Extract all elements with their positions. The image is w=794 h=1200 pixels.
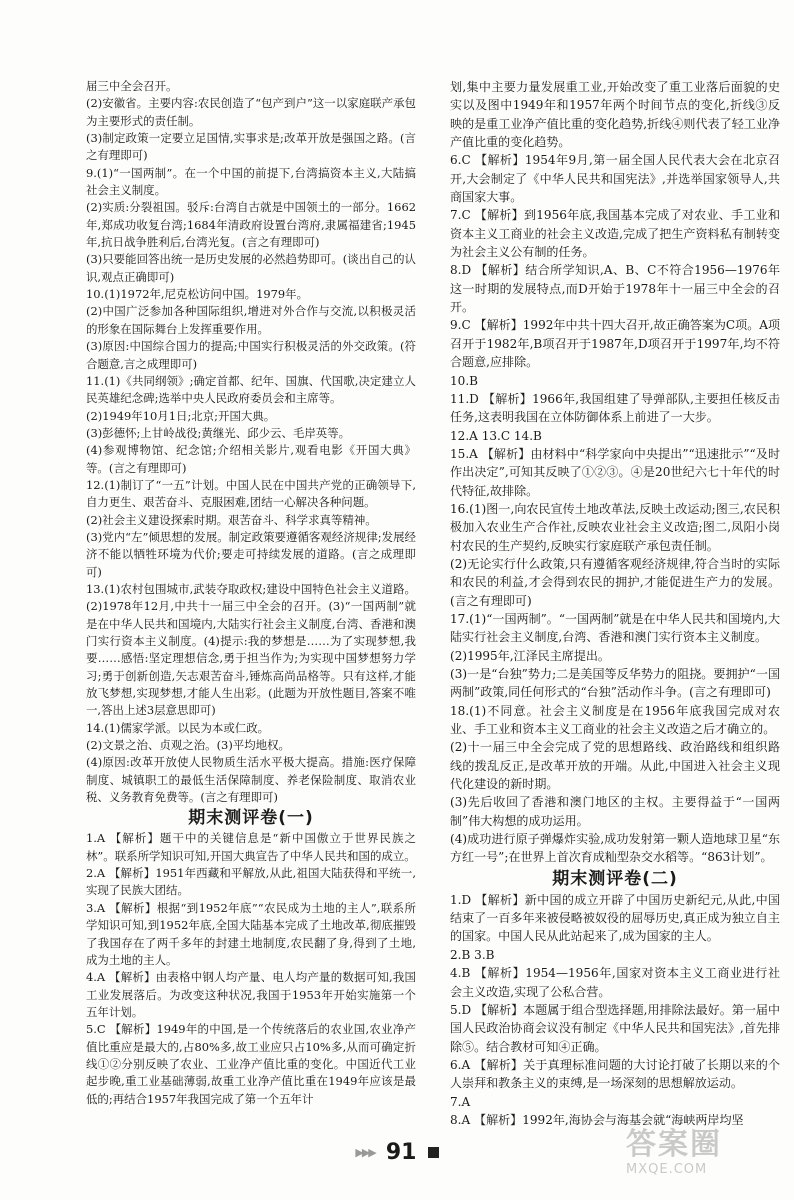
- answer-paragraph: 9.(1)“一国两制”。在一个中国的前提下,台湾搞资本主义,大陆搞社会主义制度。: [86, 165, 416, 198]
- answer-paragraph: (3)原因:中国综合国力的提高;中国实行积极灵活的外交政策。(符合题意,言之成理即可): [86, 339, 416, 371]
- answer-paragraph: (2)1949年10月1日;北京;开国大典。: [86, 408, 276, 423]
- watermark-logo: [626, 1128, 776, 1194]
- answer-paragraph: 13.(1)农村包围城市,武装夺取政权;建设中国特色社会主义道路。(2)1978年12月,中共十一届三中全会的召开。(3)“一国两制”就是在中华人民共和国境内,大陆实行社会主义制度,台湾、香港和澳门实行资本主义制度。(4)提示:我的梦想是……为了实现梦想,我要……感悟:坚定理想信念,勇于担当作为;为实现中国梦想努力学习;勇于创新创造,矢志艰苦奋斗,锤炼高尚品格等。只有这样,才能放飞梦想,实现梦想,才能人生出彩。(此题为开放性题目,答案不唯一,答出上述3层意思即可): [86, 581, 416, 718]
- answer-paragraph: (3)制定政策一定要立足国情,实事求是;改革开放是强国之路。(言之有理即可): [86, 131, 416, 163]
- answer-paragraph: 12.(1)制订了“一五”计划。中国人民在中国共产党的正确领导下,自力更生、艰苦奋斗、克服困难,团结一心解决各种问题。: [86, 477, 416, 510]
- answer-paragraph: 10.(1)1972年,尼克松访问中国。1979年。: [86, 287, 309, 302]
- answer-paragraph: (2)社会主义建设探索时期。艰苦奋斗、科学求真等精神。: [86, 512, 377, 527]
- answer-paragraph: (3)只要能回答出统一是历史发展的必然趋势即可。(谈出自己的认识,观点正确即可): [86, 252, 416, 284]
- exam-1-answers: [86, 830, 416, 1108]
- answer-item: 5.D 【解析】本题属于组合型选择题,用排除法最好。第一届中国人民政治协商会议没有制定《中华人民共和国宪法》,首先排除⑤。结合教材可知④正确。: [450, 1002, 780, 1054]
- answer-paragraph: (2)中国广泛参加各种国际组织,增进对外合作与交流,以积极灵活的形象在国际舞台上发挥重要作用。: [86, 304, 416, 336]
- answer-paragraph: 17.(1)“一国两制”。“一国两制”就是在中华人民共和国境内,大陆实行社会主义制度,台湾、香港和澳门实行资本主义制度。: [450, 611, 780, 645]
- answer-paragraph: (3)一是“台独”势力;二是美国等反华势力的阻挠。要拥护“一国两制”政策,同任何形式的“台独”活动作斗争。(言之有理即可): [450, 667, 780, 700]
- answer-paragraph: (2)无论实行什么政策,只有遵循客观经济规律,符合当时的实际和农民的利益,才会得到农民的拥护,才能促进生产力的发展。(言之有理即可): [450, 556, 780, 608]
- answer-paragraph: (3)先后收回了香港和澳门地区的主权。主要得益于“一国两制”伟大构想的成功运用。: [450, 795, 780, 828]
- answer-paragraph: (2)实质:分裂祖国。驳斥:台湾自古就是中国领土的一部分。1662年,郑成功收复台湾;1684年清政府设置台湾府,隶属福建省;1945年,抗日战争胜利后,台湾光复。(言之有理即可): [86, 200, 416, 250]
- answer-paragraph: 18.(1)不同意。社会主义制度是在1956年底我国完成对农业、手工业和资本主义工商业的社会主义改造之后才确立的。: [450, 703, 780, 737]
- exam-2-answers: [450, 891, 780, 1129]
- answer-item: 1.D 【解析】新中国的成立开辟了中国历史新纪元,从此,中国结束了一百多年来被侵略被奴役的屈辱历史,真正成为独立自主的国家。中国人民从此站起来了,成为国家的主人。: [450, 892, 780, 944]
- page-number: 91: [385, 1140, 417, 1165]
- answer-paragraph: 6.C 【解析】1954年9月,第一届全国人民代表大会在北京召开,大会制定了《中华人民共和国宪法》,并选举国家领导人,共商国家大事。: [450, 153, 780, 205]
- watermark-url: MXQE.COM: [626, 1162, 708, 1177]
- answer-paragraph: 届三中全会召开。: [86, 79, 178, 93]
- section-title-exam-1: 期末测评卷(一): [188, 808, 314, 829]
- answer-item: 7.A: [450, 1094, 471, 1109]
- answer-paragraph: 划,集中主要力量发展重工业,开始改变了重工业落后面貌的史实以及图中1949年和1957年两个时间节点的变化,折线③反映的是重工业净产值比重的变化趋势,折线④则代表了轻工业净产值比重的变化趋势。: [450, 80, 780, 150]
- watermark-text: 答案圈: [626, 1127, 722, 1162]
- section-title-exam-2: 期末测评卷(二): [552, 868, 678, 889]
- left-lines: [86, 78, 416, 806]
- answer-paragraph: 10.B: [450, 373, 479, 388]
- answer-paragraph: 14.(1)儒家学派。以民为本或仁政。: [86, 720, 270, 735]
- answer-paragraph: (4)成功进行原子弹爆炸实验,成功发射第一颗人造地球卫星“东方红一号”;在世界上首次育成籼型杂交水稻等。“863计划”。: [450, 832, 780, 865]
- answer-item: 2.B 3.B: [450, 947, 495, 962]
- answer-paragraph: 15.A 【解析】由材料中“科学家向中央提出”“迅速批示”“及时作出决定”,可知其反映了①②③。④是20世纪六七十年代的时代特征,故排除。: [450, 446, 780, 498]
- answer-paragraph: (4)参观博物馆、纪念馆;介绍相关影片,观看电影《开国大典》等。(言之有理即可): [86, 443, 416, 475]
- answer-paragraph: 11.(1)《共同纲领》;确定首都、纪年、国旗、代国歌,决定建立人民英雄纪念碑;选举中央人民政府委员会和主席等。: [86, 373, 416, 406]
- answer-paragraph: 8.D 【解析】结合所学知识,A、B、C不符合1956—1976年这一时期的发展特点,而D开始于1978年十一届三中全会的召开。: [450, 263, 780, 315]
- answer-paragraph: (2)1995年,江泽民主席提出。: [450, 648, 610, 663]
- arrow-decoration-icon: ▶▶▶: [355, 1146, 375, 1159]
- answer-paragraph: 16.(1)图一,向农民宣传土地改革法,反映土改运动;图三,农民积极加入农业生产合作社,反映农业社会主义改造;图二,凤阳小岗村农民的生产契约,反映实行家庭联产承包责任制。: [450, 501, 780, 553]
- answer-item: 6.A 【解析】关于真理标准问题的大讨论打破了长期以来的个人崇拜和教条主义的束缚,是一场深刻的思想解放运动。: [450, 1057, 780, 1091]
- answer-paragraph: (3)彭德怀;上甘岭战役;黄继光、邱少云、毛岸英等。: [86, 425, 351, 440]
- right-answers-continued: [450, 78, 780, 867]
- answer-paragraph: (3)党内“左”倾思想的发展。制定政策要遵循客观经济规律;发展经济不能以牺牲环境为代价;要走可持续发展的道路。(言之成理即可): [86, 529, 416, 579]
- answer-item: 8.A 【解析】1992年,海协会与海基会就“海峡两岸均坚: [450, 1112, 744, 1127]
- answer-item: 4.B 【解析】1954—1956年,国家对资本主义工商业进行社会主义改造,实现了公私合营。: [450, 966, 780, 999]
- answer-item: 3.A 【解析】根据“到1952年底”“农民成为土地的主人”,联系所学知识可知,到1952年底,全国大陆基本完成了土地改革,彻底摧毁了我国存在了两千多年的封建土地制度,农民翻了身,得到了土地,成为土地的主人。: [86, 900, 416, 967]
- answer-paragraph: (2)十一届三中全会完成了党的思想路线、政治路线和组织路线的拨乱反正,是改革开放的开端。从此,中国进入社会主义现代化建设的新时期。: [450, 740, 780, 792]
- answer-paragraph: (2)安徽省。主要内容:农民创造了“包产到户”这一以家庭联产承包为主要形式的责任制。: [86, 96, 416, 128]
- answer-item: 1.A 【解析】题干中的关键信息是“新中国傲立于世界民族之林”。联系所学知识可知,开国大典宣告了中华人民共和国的成立。: [86, 831, 416, 863]
- right-column: [450, 78, 780, 1129]
- answer-item: 4.A 【解析】由表格中钢人均产量、电人均产量的数据可知,我国工业发展落后。为改变这种状况,我国于1953年开始实施第一个五年计划。: [86, 970, 416, 1019]
- answer-item: 5.C 【解析】1949年的中国,是一个传统落后的农业国,农业净产值比重应是最大的,占80%多,故工业应只占10%多,从而可确定折线①②分别反映了农业、工业净产值比重的变化。中国近代工业起步晚,重工业基础薄弱,故重工业净产值比重在1949年应该是最低的;再结合1957年我国完成了第一个五年计: [86, 1022, 416, 1106]
- answer-paragraph: 11.D 【解析】1966年,我国组建了导弹部队,主要担任核反击任务,这表明我国在立体防御体系上前进了一大步。: [450, 391, 780, 425]
- answer-item: 2.A 【解析】1951年西藏和平解放,从此,祖国大陆获得和平统一,实现了民族大团结。: [86, 866, 416, 898]
- left-column: [86, 78, 416, 1108]
- square-icon: [428, 1147, 439, 1158]
- answer-paragraph: 7.C 【解析】到1956年底,我国基本完成了对农业、手工业和资本主义工商业的社会主义改造,完成了把生产资料私有制转变为社会主义公有制的任务。: [450, 208, 780, 260]
- answer-paragraph: 9.C 【解析】1992年中共十四大召开,故正确答案为C项。A项召开于1982年,B项召开于1987年,D项召开于1997年,均不符合题意,应排除。: [450, 318, 780, 370]
- answer-paragraph: (2)文景之治、贞观之治。(3)平均地权。: [86, 738, 290, 753]
- answer-paragraph: (4)原因:改革开放使人民物质生活水平极大提高。措施:医疗保障制度、城镇职工的最低生活保障制度、养老保险制度、取消农业税、义务教育免费等。(言之有理即可): [86, 755, 416, 805]
- answer-paragraph: 12.A 13.C 14.B: [450, 428, 542, 443]
